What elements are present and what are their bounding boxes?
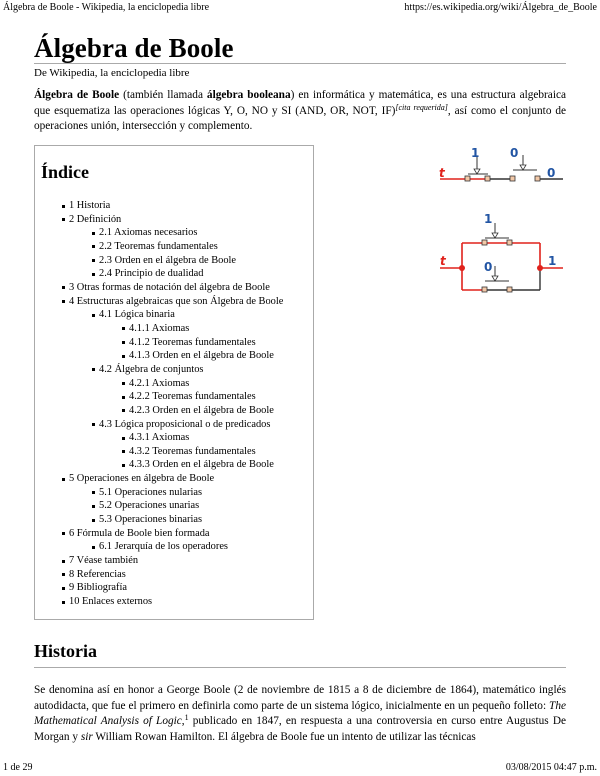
switch-contact-icon	[507, 287, 512, 292]
toc-item	[35, 377, 313, 391]
switch-contact-icon	[485, 176, 490, 181]
toc-link[interactable]: 4.2.3 Orden en el álgebra de Boole	[129, 404, 274, 416]
toc-link[interactable]: 1 Historia	[69, 200, 111, 211]
historia-text-3: William Rowan Hamilton. El álgebra de Boole fue un intento de utilizar las técnicas	[92, 730, 476, 743]
toc-item	[35, 472, 313, 486]
toc-item	[35, 363, 313, 377]
print-header-title: Álgebra de Boole - Wikipedia, la enciclopedia libre	[3, 2, 210, 13]
toc-link[interactable]: 5.3 Operaciones binarias	[99, 514, 203, 526]
toc-link[interactable]: 4 Estructuras algebraicas que son Álgebra de Boole	[69, 295, 284, 307]
toc-link[interactable]: 2.4 Principio de dualidad	[99, 268, 204, 280]
toc-link[interactable]: 4.3 Lógica proposicional o de predicados	[99, 418, 271, 430]
toc-link[interactable]: 4.3.1 Axiomas	[129, 432, 190, 444]
series-label-out: 0	[547, 166, 556, 180]
toc-link[interactable]: 4.3.2 Teoremas fundamentales	[129, 445, 256, 457]
parallel-label-in2: 0	[484, 260, 493, 274]
toc-link[interactable]: 5 Operaciones en álgebra de Boole	[69, 473, 215, 485]
toc-link[interactable]: 2.2 Teoremas fundamentales	[99, 240, 218, 252]
parallel-label-out: 1	[548, 254, 557, 268]
toc-item	[35, 281, 313, 295]
toc-link[interactable]: 3 Otras formas de notación del álgebra de Boole	[69, 281, 270, 293]
toc-link[interactable]: 5.1 Operaciones nularias	[99, 486, 203, 498]
switch-contact-icon	[482, 287, 487, 292]
parallel-label-in1: 1	[484, 212, 493, 226]
toc-item	[35, 499, 313, 513]
toc-link[interactable]: 9 Bibliografía	[69, 582, 128, 594]
table-of-contents	[34, 145, 314, 620]
toc-link[interactable]: 4.1 Lógica binaria	[99, 309, 175, 321]
toc-item	[35, 295, 313, 309]
toc-item	[35, 267, 313, 281]
citation-needed-link[interactable]: [cita requerida]	[395, 102, 448, 112]
toc-link[interactable]: 5.2 Operaciones unarias	[99, 500, 200, 512]
toc-item	[35, 349, 313, 363]
toc-item	[35, 581, 313, 595]
intro-text-3: , así como el conjunto de operaciones unión, intersección y complemento.	[34, 104, 566, 132]
page-subtitle: De Wikipedia, la enciclopedia libre	[34, 67, 190, 79]
toc-link[interactable]: 6 Fórmula de Boole bien formada	[69, 527, 210, 539]
junction-dot-icon	[537, 265, 543, 271]
intro-text-2: ) en informática y matemática, es una estructura algebraica que esquematiza las operaciones lógicas Y, O, NO y SI (AND, OR, NOT, IF)	[34, 89, 566, 117]
toc-link[interactable]: 4.2.2 Teoremas fundamentales	[129, 391, 256, 403]
historia-paragraph	[34, 683, 566, 745]
toc-link[interactable]: 4.1.1 Axiomas	[129, 322, 190, 334]
toc-item	[35, 445, 313, 459]
toc-link[interactable]: 10 Enlaces externos	[69, 596, 153, 608]
historia-comma: ,	[181, 715, 185, 727]
intro-term-2: álgebra booleana	[206, 89, 291, 101]
toc-list	[35, 199, 313, 609]
toc-item	[35, 458, 313, 472]
toc-item	[35, 404, 313, 418]
parallel-circuit-diagram	[440, 212, 563, 292]
toc-item	[35, 322, 313, 336]
switch-contact-icon	[482, 240, 487, 245]
toc-item	[35, 513, 313, 527]
toc-link[interactable]: 4.2.1 Axiomas	[129, 377, 190, 389]
reference-link[interactable]: 1	[184, 713, 189, 722]
toc-link[interactable]: 7 Véase también	[69, 555, 139, 567]
toc-link[interactable]: 2 Definición	[69, 213, 122, 225]
toc-item	[35, 390, 313, 404]
toc-item	[35, 213, 313, 227]
toc-link[interactable]: 4.1.2 Teoremas fundamentales	[129, 336, 256, 348]
print-footer-page: 1 de 29	[3, 762, 33, 773]
toc-item	[35, 226, 313, 240]
toc-item	[35, 486, 313, 500]
toc-link[interactable]: 6.1 Jerarquía de los operadores	[99, 541, 228, 553]
toc-link[interactable]: 2.1 Axiomas necesarios	[99, 227, 198, 239]
page-title: Álgebra de Boole	[34, 33, 234, 63]
historia-text-1: Se denomina así en honor a George Boole (2 de noviembre de 1815 a 8 de diciembre de 1864), matemático inglés autodidacta, que fue el primero en definirla como parte de un sistema lógico, inicialmente en un pequeño folleto:	[34, 684, 566, 712]
toc-item	[35, 568, 313, 582]
toc-item	[35, 240, 313, 254]
historia-text-2: publicado en 1847, en respuesta a una controversia en curso entre Augustus De Morgan y	[34, 715, 566, 743]
toc-link[interactable]: 2.3 Orden en el álgebra de Boole	[99, 254, 237, 266]
intro-term: Álgebra de Boole	[34, 89, 120, 101]
switch-contact-icon	[465, 176, 470, 181]
toc-item	[35, 431, 313, 445]
section-heading-historia: Historia	[34, 641, 97, 661]
book-title: The Mathematical Analysis of Logic	[34, 699, 566, 727]
toc-item	[35, 554, 313, 568]
toc-link[interactable]: 8 Referencias	[69, 568, 126, 580]
toc-item	[35, 336, 313, 350]
switch-contact-icon	[510, 176, 515, 181]
toc-item	[35, 308, 313, 322]
intro-paragraph	[34, 88, 566, 135]
toc-item	[35, 418, 313, 432]
intro-text-1: (también llamada	[119, 89, 207, 101]
sir-title: sir	[80, 730, 93, 743]
toc-item	[35, 527, 313, 541]
arrow-down-icon	[474, 169, 480, 174]
print-header-url: https://es.wikipedia.org/wiki/Álgebra_de_Boole	[404, 2, 597, 13]
arrow-down-icon	[492, 233, 498, 238]
print-footer-datetime: 03/08/2015 04:47 p.m.	[505, 762, 597, 773]
toc-link[interactable]: 4.2 Álgebra de conjuntos	[99, 363, 204, 375]
toc-item	[35, 540, 313, 554]
toc-item	[35, 254, 313, 268]
series-circuit-diagram	[439, 146, 563, 181]
series-label-in2: 0	[510, 146, 519, 160]
arrow-down-icon	[520, 165, 526, 170]
series-label-t: t	[439, 166, 445, 180]
toc-item	[35, 595, 313, 609]
boolean-circuit-figure	[435, 143, 570, 298]
toc-link[interactable]: 4.3.3 Orden en el álgebra de Boole	[129, 459, 274, 471]
section-divider	[34, 667, 566, 668]
toc-link[interactable]: 4.1.3 Orden en el álgebra de Boole	[129, 350, 274, 362]
title-divider	[34, 63, 566, 64]
toc-item	[35, 199, 313, 213]
arrow-down-icon	[492, 276, 498, 281]
toc-title: Índice	[41, 162, 90, 182]
switch-contact-icon	[535, 176, 540, 181]
switch-contact-icon	[507, 240, 512, 245]
parallel-label-t: t	[440, 254, 446, 268]
series-label-in1: 1	[471, 146, 480, 160]
junction-dot-icon	[459, 265, 465, 271]
